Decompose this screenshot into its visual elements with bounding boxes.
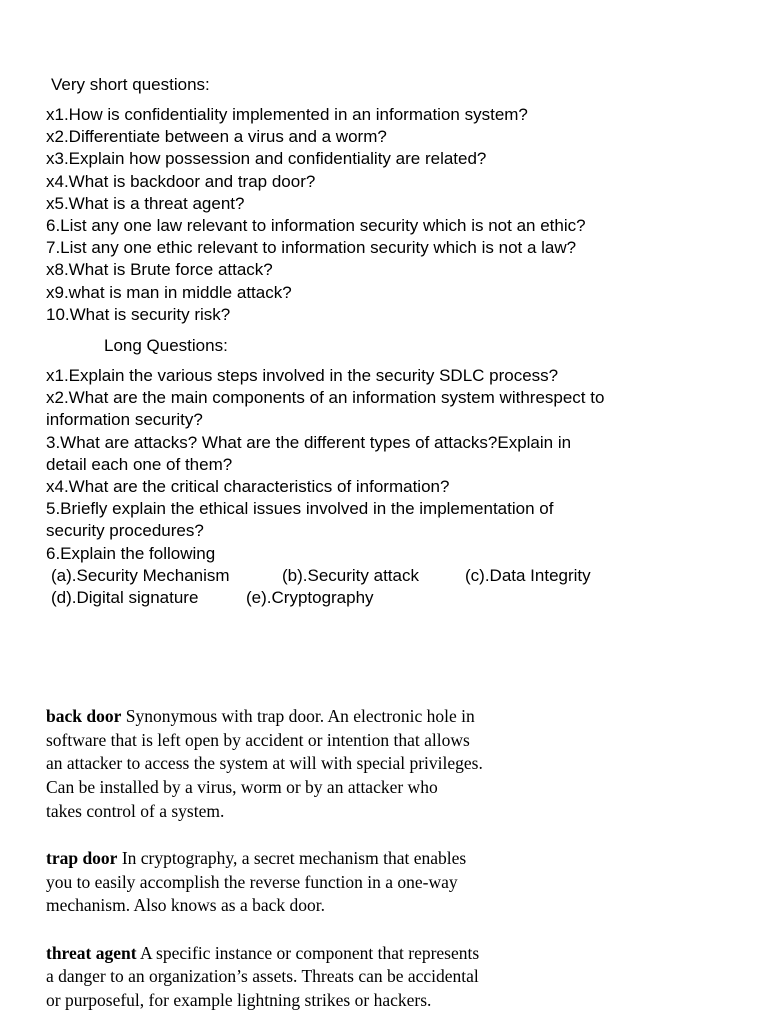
definition-line: Synonymous with trap door. An electronic hole in (125, 706, 475, 726)
definition-line: In cryptography, a secret mechanism that enables (121, 848, 467, 869)
long-question: x2.What are the main components of an information system withrespect to (46, 388, 605, 408)
long-questions-list (46, 365, 746, 609)
definition-line: an attacker to access the system at will with special privileges. (46, 753, 483, 774)
definition-line: software that is left open by accident or intention that allows (46, 729, 470, 750)
glossary-term: threat agent (46, 942, 137, 963)
long-question: 3.What are attacks? What are the different types of attacks?Explain in (46, 432, 572, 452)
glossary (46, 705, 586, 1036)
sub-item: (c).Data Integrity (465, 565, 591, 585)
sub-item: (a).Security Mechanism (51, 565, 230, 585)
definition-line: A specific instance or component that represents (139, 942, 480, 963)
sub-items-row (46, 587, 746, 609)
short-question: 6.List any one law relevant to information security which is not an ethic? (46, 216, 586, 236)
long-question: detail each one of them? (46, 454, 233, 474)
short-question: 10.What is security risk? (46, 304, 231, 324)
definition-line: you to easily accomplish the reverse function in a one-way (46, 871, 458, 892)
definition-line: mechanism. Also knows as a back door. (46, 895, 325, 916)
short-question: 7.List any one ethic relevant to information security which is not a law? (46, 238, 577, 258)
glossary-entry (46, 942, 586, 1013)
sub-item: (e).Cryptography (246, 588, 374, 608)
short-questions-heading: Very short questions: (51, 75, 210, 94)
short-question: x2.Differentiate between a virus and a worm? (46, 127, 387, 147)
short-question: x9.what is man in middle attack? (46, 282, 292, 302)
glossary-entry (46, 705, 586, 824)
short-questions-list (46, 104, 746, 326)
definition-line: Can be installed by a virus, worm or by an attacker who (46, 777, 438, 798)
long-question: 6.Explain the following (46, 543, 216, 563)
long-question: x4.What are the critical characteristics of information? (46, 477, 450, 497)
glossary-term: back door (46, 706, 122, 726)
short-question: x4.What is backdoor and trap door? (46, 171, 316, 191)
short-question: x8.What is Brute force attack? (46, 260, 273, 280)
long-question: security procedures? (46, 521, 204, 541)
definition-line: takes control of a system. (46, 800, 225, 821)
short-question: x3.Explain how possession and confidentiality are related? (46, 149, 487, 169)
sub-item: (d).Digital signature (51, 588, 199, 608)
long-question: information security? (46, 410, 203, 430)
sub-item: (b).Security attack (282, 565, 419, 585)
definition-line: or purposeful, for example lightning strikes or hackers. (46, 990, 432, 1011)
long-question: 5.Briefly explain the ethical issues involved in the implementation of (46, 499, 554, 519)
glossary-entry (46, 847, 586, 918)
long-questions-heading: Long Questions: (104, 336, 228, 355)
sub-items-row (46, 565, 746, 587)
long-question: x1.Explain the various steps involved in the security SDLC process? (46, 366, 559, 385)
glossary-term: trap door (46, 848, 118, 869)
definition-line: a danger to an organization’s assets. Threats can be accidental (46, 966, 479, 987)
short-question: x5.What is a threat agent? (46, 193, 245, 213)
short-question: x1.How is confidentiality implemented in an information system? (46, 105, 528, 124)
